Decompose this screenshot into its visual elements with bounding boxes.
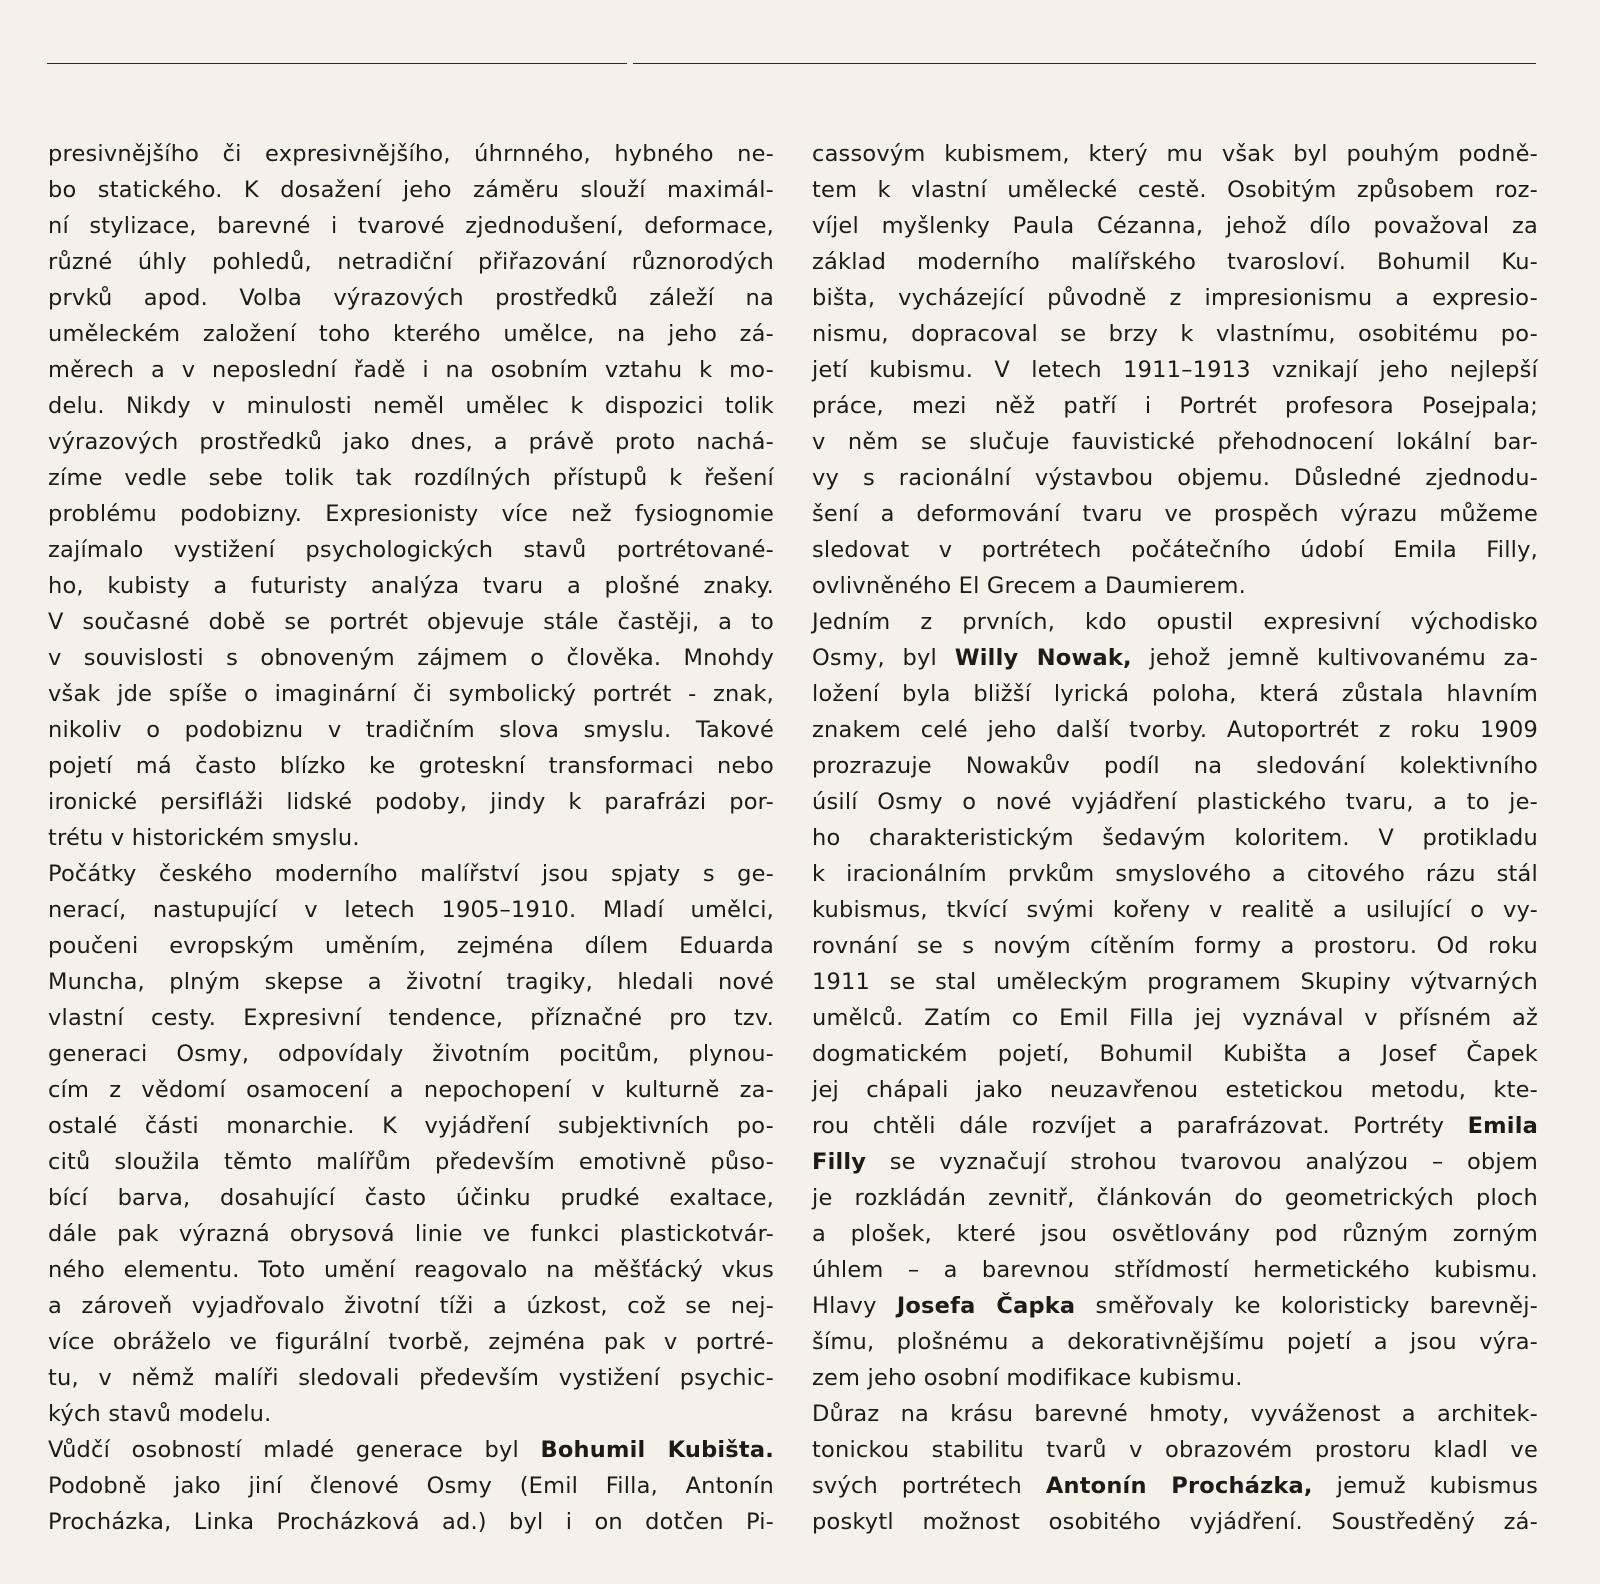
text-line: Důraz na krásu barevné hmoty, vyváženost a architek-	[812, 1401, 1538, 1427]
text-line: Procházka, Linka Procházková ad.) byl i on dotčen Pi-	[48, 1509, 774, 1535]
text-line: Muncha, plným skepse a životní tragiky, hledali nové	[48, 969, 774, 995]
text-line: Jedním z prvních, kdo opustil expresivní východisko	[812, 609, 1538, 635]
text-line: kých stavů modelu.	[48, 1401, 272, 1427]
text-line: nerací, nastupující v letech 1905–1910. Mladí umělci,	[48, 897, 774, 923]
text-line: tonickou stabilitu tvarů v obrazovém prostoru kladl ve	[812, 1437, 1538, 1463]
text-line: cím z vědomí osamocení a nepochopení v kulturně za-	[48, 1077, 774, 1103]
text-line: práce, mezi něž patří i Portrét profesora Posejpala;	[812, 393, 1538, 419]
text-run: Osmy, byl	[812, 645, 955, 671]
text-line: jetí kubismu. V letech 1911–1913 vznikají jeho nejlepší	[812, 357, 1538, 383]
text-run: jehož jemně kultivovanému za-	[1131, 645, 1538, 671]
text-line: vlastní cesty. Expresivní tendence, příznačné pro tzv.	[48, 1005, 774, 1031]
text-line: úsilí Osmy o nové vyjádření plastického tvaru, a to je-	[812, 789, 1538, 815]
text-line: pojetí má často blízko ke groteskní transformaci nebo	[48, 753, 774, 779]
text-line: tu, v němž malíři sledovali především vystižení psychic-	[48, 1365, 774, 1391]
text-line: dogmatickém pojetí, Bohumil Kubišta a Josef Čapek	[812, 1041, 1538, 1067]
text-line: je rozkládán zevnitř, článkován do geometrických ploch	[812, 1185, 1538, 1211]
text-line: generaci Osmy, odpovídaly životním pocitům, plynou-	[48, 1041, 774, 1067]
text-line: prozrazuje Nowakův podíl na sledování kolektivního	[812, 753, 1538, 779]
text-line: víjel myšlenky Paula Cézanna, jehož dílo považoval za	[812, 213, 1538, 239]
text-line: znakem celé jeho další tvorby. Autoportrét z roku 1909	[812, 717, 1538, 743]
artist-name-bold: Bohumil Kubišta.	[540, 1437, 774, 1463]
left-text-column	[48, 136, 774, 1540]
text-line: v něm se slučuje fauvistické přehodnocení lokální bar-	[812, 429, 1538, 455]
text-line	[812, 640, 1538, 676]
text-line: ho, kubisty a futuristy analýza tvaru a plošné znaky.	[48, 573, 774, 599]
text-line	[812, 1468, 1538, 1504]
text-line: šímu, plošnému a dekorativnějšímu pojetí a jsou výra-	[812, 1329, 1538, 1355]
text-line	[812, 1144, 1538, 1180]
text-line: ložení byla bližší lyrická poloha, která zůstala hlavním	[812, 681, 1538, 707]
text-line	[48, 1432, 774, 1468]
artist-name-bold: Filly	[812, 1149, 867, 1175]
header-rule-right	[633, 63, 1536, 64]
text-line: různé úhly pohledů, netradiční přiřazování různorodých	[48, 249, 774, 275]
artist-name-bold: Josefa Čapka	[896, 1293, 1076, 1319]
text-run: Vůdčí osobností mladé generace byl	[48, 1437, 541, 1463]
text-line: nismu, dopracoval se brzy k vlastnímu, osobitému po-	[812, 321, 1538, 347]
text-line: však jde spíše o imaginární či symbolický portrét - znak,	[48, 681, 774, 707]
text-run: svých portrétech	[812, 1473, 1046, 1499]
text-run: se vyznačují strohou tvarovou analýzou – objem	[866, 1149, 1538, 1175]
text-line: šení a deformování tvaru ve prospěch výrazu můžeme	[812, 501, 1538, 527]
text-line: a plošek, které jsou osvětlovány pod různým zorným	[812, 1221, 1538, 1247]
text-line: poskytl možnost osobitého vyjádření. Soustředěný zá-	[812, 1509, 1538, 1535]
text-line: zem jeho osobní modifikace kubismu.	[812, 1365, 1243, 1391]
text-run: rou chtěli dále rozvíjet a parafrázovat. Portréty	[812, 1113, 1468, 1139]
text-line: výrazových prostředků jako dnes, a právě proto nachá-	[48, 429, 774, 455]
text-line: ovlivněného El Grecem a Daumierem.	[812, 573, 1247, 599]
text-line: v souvislosti s obnoveným zájmem o člověka. Mnohdy	[48, 645, 774, 671]
text-line: zajímalo vystižení psychologických stavů portrétované-	[48, 537, 774, 563]
text-line: základ moderního malířského tvarosloví. Bohumil Ku-	[812, 249, 1538, 275]
artist-name-bold: Emila	[1467, 1113, 1538, 1139]
text-line: ho charakteristickým šedavým koloritem. V protikladu	[812, 825, 1538, 851]
text-line	[812, 1108, 1538, 1144]
text-line: bo statického. K dosažení jeho záměru slouží maximál-	[48, 177, 774, 203]
text-line: měrech a v neposlední řadě i na osobním vztahu k mo-	[48, 357, 774, 383]
text-line: cassovým kubismem, který mu však byl pouhým podně-	[812, 141, 1538, 167]
text-line: poučeni evropským uměním, zejména dílem Eduarda	[48, 933, 774, 959]
text-line: a zároveň vyjadřovalo životní tíži a úzkost, což se nej-	[48, 1293, 774, 1319]
header-rule-left	[47, 63, 627, 64]
text-line: vy s racionální výstavbou objemu. Důsledné zjednodu-	[812, 465, 1538, 491]
artist-name-bold: Willy Nowak,	[954, 645, 1132, 671]
text-line: problému podobizny. Expresionisty více než fysiognomie	[48, 501, 774, 527]
text-line: delu. Nikdy v minulosti neměl umělec k dispozici tolik	[48, 393, 774, 419]
text-line: trétu v historickém smyslu.	[48, 825, 360, 851]
text-line: prvků apod. Volba výrazových prostředků záleží na	[48, 285, 774, 311]
text-line: kubismus, tkvící svými kořeny v realitě a usilující o vy-	[812, 897, 1538, 923]
text-line: jej chápali jako neuzavřenou estetickou metodu, kte-	[812, 1077, 1538, 1103]
text-line: bišta, vycházející původně z impresionismu a expresio-	[812, 285, 1538, 311]
text-line: sledovat v portrétech počátečního údobí Emila Filly,	[812, 537, 1538, 563]
text-line: citů sloužila těmto malířům především emotivně půso-	[48, 1149, 774, 1175]
text-line: V současné době se portrét objevuje stále častěji, a to	[48, 609, 774, 635]
text-line: uměleckém založení toho kterého umělce, na jeho zá-	[48, 321, 774, 347]
text-run: jemuž kubismus	[1312, 1473, 1539, 1499]
text-line: ného elementu. Toto umění reagovalo na měšťácký vkus	[48, 1257, 774, 1283]
text-line: Počátky českého moderního malířství jsou spjaty s ge-	[48, 861, 774, 887]
right-text-column	[812, 136, 1538, 1540]
text-run: Hlavy	[812, 1293, 897, 1319]
text-line: rovnání se s novým cítěním formy a prostoru. Od roku	[812, 933, 1538, 959]
text-line: zíme vedle sebe tolik tak rozdílných přístupů k řešení	[48, 465, 774, 491]
text-line: dále pak výrazná obrysová linie ve funkci plastickotvár-	[48, 1221, 774, 1247]
text-line: k iracionálním prvkům smyslového a citového rázu stál	[812, 861, 1538, 887]
text-line: ní stylizace, barevné i tvarové zjednodušení, deformace,	[48, 213, 774, 239]
text-line: více obráželo ve figurální tvorbě, zejména pak v portré-	[48, 1329, 774, 1355]
text-line: umělců. Zatím co Emil Filla jej vyznával v přísném až	[812, 1005, 1538, 1031]
text-line: bící barva, dosahující často účinku prudké exaltace,	[48, 1185, 774, 1211]
text-run: směřovaly ke koloristicky barevněj-	[1075, 1293, 1538, 1319]
text-line: presivnějšího či expresivnějšího, úhrnného, hybného ne-	[48, 141, 774, 167]
text-line: úhlem – a barevnou střídmostí hermetického kubismu.	[812, 1257, 1538, 1283]
text-line	[812, 1288, 1538, 1324]
text-line: Podobně jako jiní členové Osmy (Emil Filla, Antonín	[48, 1473, 774, 1499]
text-line: 1911 se stal uměleckým programem Skupiny výtvarných	[812, 969, 1538, 995]
artist-name-bold: Antonín Procházka,	[1045, 1473, 1313, 1499]
text-line: ironické persifláži lidské podoby, jindy k parafrázi por-	[48, 789, 774, 815]
text-line: ostalé části monarchie. K vyjádření subjektivních po-	[48, 1113, 774, 1139]
text-line: tem k vlastní umělecké cestě. Osobitým způsobem roz-	[812, 177, 1538, 203]
text-line: nikoliv o podobiznu v tradičním slova smyslu. Takové	[48, 717, 774, 743]
